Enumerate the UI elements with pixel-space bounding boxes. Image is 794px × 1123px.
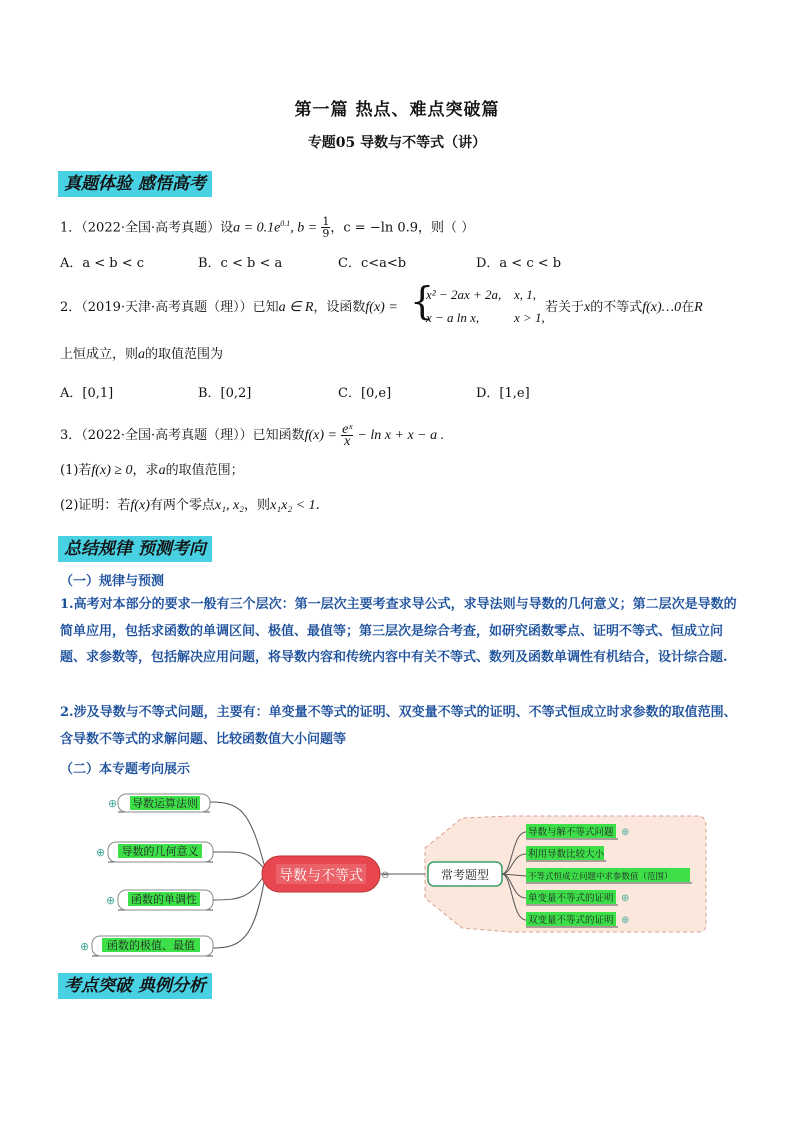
mindmap-left-node[interactable]: 函数的极值、最值 [107, 939, 195, 952]
q1-exponent: 0.1 [280, 219, 291, 228]
mindmap [0, 780, 794, 965]
q2-tail [545, 298, 703, 318]
q3-p2-c: ，则 [244, 498, 271, 513]
expand-icon[interactable]: ⊕ [621, 827, 630, 838]
page-title: 第一篇 热点、难点突破篇 [294, 100, 500, 120]
section-heading-real-exam: 真题体验 感悟高考 [58, 171, 212, 197]
q2-option-c: C．[0,e] [338, 386, 392, 401]
question-1 [60, 214, 474, 239]
expand-icon[interactable]: ⊕ [621, 893, 630, 904]
q3-frac-den: x [344, 434, 351, 449]
q2-tail3: 在 [681, 300, 695, 315]
q3-p1-v: a [158, 463, 166, 478]
q2-mid: ，设函数 [313, 300, 366, 315]
q3-p2-d: . [315, 498, 320, 513]
q2-line2-tail: 的取值范围为 [145, 347, 224, 362]
q2-option-b: B．[0,2] [198, 386, 252, 401]
q1-option-c: C．c<a<b [338, 256, 407, 271]
q1-frac-den: 9 [322, 227, 330, 241]
q2-tail2: 的不等式 [590, 300, 643, 315]
q3-part1 [60, 461, 244, 481]
q3-p2-b: 有两个零点 [149, 498, 215, 513]
q2-case1: x² − 2ax + 2a, [426, 287, 502, 302]
q2-option-d: D．[1,e] [476, 386, 530, 401]
q2-tail-text: 若关于 [545, 300, 585, 315]
expand-icon[interactable]: ⊕ [80, 940, 90, 953]
q2-var: x [584, 300, 591, 315]
page-subtitle: 专题05 导数与不等式（讲） [307, 135, 487, 151]
q2-R: R [694, 300, 703, 315]
q3-p1-m: f(x) ≥ 0 [91, 463, 133, 478]
q3-prefix: 3．（2022·全国·高考真题（理））已知函数 [60, 428, 305, 443]
q1-option-a: A．a < b < c [60, 256, 145, 271]
law-heading-2: （二）本专题考向展示 [60, 762, 191, 777]
mindmap-left-node[interactable]: 导数运算法则 [132, 797, 198, 810]
mindmap-center-node[interactable]: 导数与不等式 [279, 868, 363, 884]
collapse-icon[interactable]: ⊖ [381, 870, 390, 881]
q3-p2-e: x₁x₂ < 1 [270, 498, 316, 513]
q3-p1-a: (1)若 [60, 463, 92, 478]
law-heading-1: （一）规律与预测 [60, 574, 165, 589]
mindmap-connector [213, 852, 265, 870]
q3-p2-a: (2)证明：若 [60, 498, 131, 513]
q2-piecewise-brace: { [410, 279, 435, 323]
q1-prefix: 1．（2022·全国·高考真题）设 [60, 220, 234, 236]
q2-line2-text: 上恒成立，则 [60, 347, 139, 362]
q1-frac-num: 1 [322, 215, 330, 229]
q3-p1-b: ，求 [132, 463, 159, 478]
expand-icon[interactable]: ⊕ [108, 797, 118, 810]
q1-option-d: D．a < c < b [476, 256, 562, 271]
mindmap-right-node[interactable]: 利用导数比较大小 [528, 849, 605, 860]
law-paragraph-2: 2.涉及导数与不等式问题，主要有：单变量不等式的证明、双变量不等式的证明、不等式恒成立时求参数的取值范围、含导数不等式的求解问题、比较函数值大小问题等 [60, 705, 737, 747]
mindmap-right-node[interactable]: 双变量不等式的证明 [528, 915, 614, 926]
q2-case2-cond: x > 1, [514, 310, 545, 325]
mindmap-right-node[interactable]: 不等式恒成立问题中求参数值（范围） [528, 872, 673, 882]
q3-fraction [341, 424, 353, 447]
question-3 [60, 424, 444, 447]
q1-a-expr: a = 0.1e [233, 220, 281, 236]
q3-fx: f(x) = [304, 428, 337, 443]
q2-case2: x − a ln x, [426, 310, 480, 325]
q3-p1-c: 的取值范围； [165, 463, 244, 478]
q2-case1-cond: x, 1, [514, 287, 537, 302]
law-paragraph-1: 1.高考对本部分的要求一般有三个层次：第一层次主要考查求导公式，求导法则与导数的几何意义；第二层次是导数的简单应用，包括求函数的单调区间、极值、最值等；第三层次是综合考查，如研究函数零点、证明不等式、恒成立问题、求参数等，包括解决应用问题，将导数内容和传统内容中有关不等式、数列及函数单调性有机结合，设计综合题. [60, 597, 737, 665]
mindmap-connector [213, 874, 265, 900]
q2-option-a: A．[0,1] [60, 386, 114, 401]
question-2 [60, 298, 398, 318]
q1-c-eq: ，c = −ln 0.9，则（ ） [330, 220, 475, 236]
q1-b-eq: , b = [290, 220, 318, 236]
q2-ineq: f(x)…0 [642, 300, 682, 315]
expand-icon[interactable]: ⊕ [621, 915, 630, 926]
expand-icon[interactable]: ⊕ [96, 846, 106, 859]
q2-line2 [60, 345, 223, 365]
expand-icon[interactable]: ⊕ [106, 894, 116, 907]
q3-tail: − ln x + x − a . [357, 428, 445, 443]
mindmap-left-node[interactable]: 函数的单调性 [131, 893, 197, 906]
mindmap-left-node[interactable]: 导数的几何意义 [121, 845, 199, 858]
q2-cond: a ∈ R [278, 300, 314, 315]
section-heading-analysis: 考点突破 典例分析 [58, 973, 212, 999]
mindmap-right-node[interactable]: 单变量不等式的证明 [528, 893, 614, 904]
q1-option-b: B．c < b < a [198, 256, 283, 271]
mindmap-mid-node[interactable]: 常考题型 [440, 868, 490, 882]
q2-line2-var: a [138, 347, 146, 362]
q3-p2-m: f(x) [130, 498, 150, 513]
q3-frac-num: eˣ [342, 422, 353, 437]
mindmap-connector [210, 802, 265, 868]
q2-fx: f(x) = [365, 300, 398, 315]
section-heading-summary: 总结规律 预测考向 [58, 536, 212, 562]
q3-part2 [60, 496, 320, 516]
q3-p2-v: x₁, x₂ [214, 498, 245, 513]
mindmap-connector [213, 876, 265, 948]
mindmap-right-node[interactable]: 导数与解不等式问题 [528, 827, 614, 838]
q2-prefix: 2．（2019·天津·高考真题（理））已知 [60, 300, 279, 315]
